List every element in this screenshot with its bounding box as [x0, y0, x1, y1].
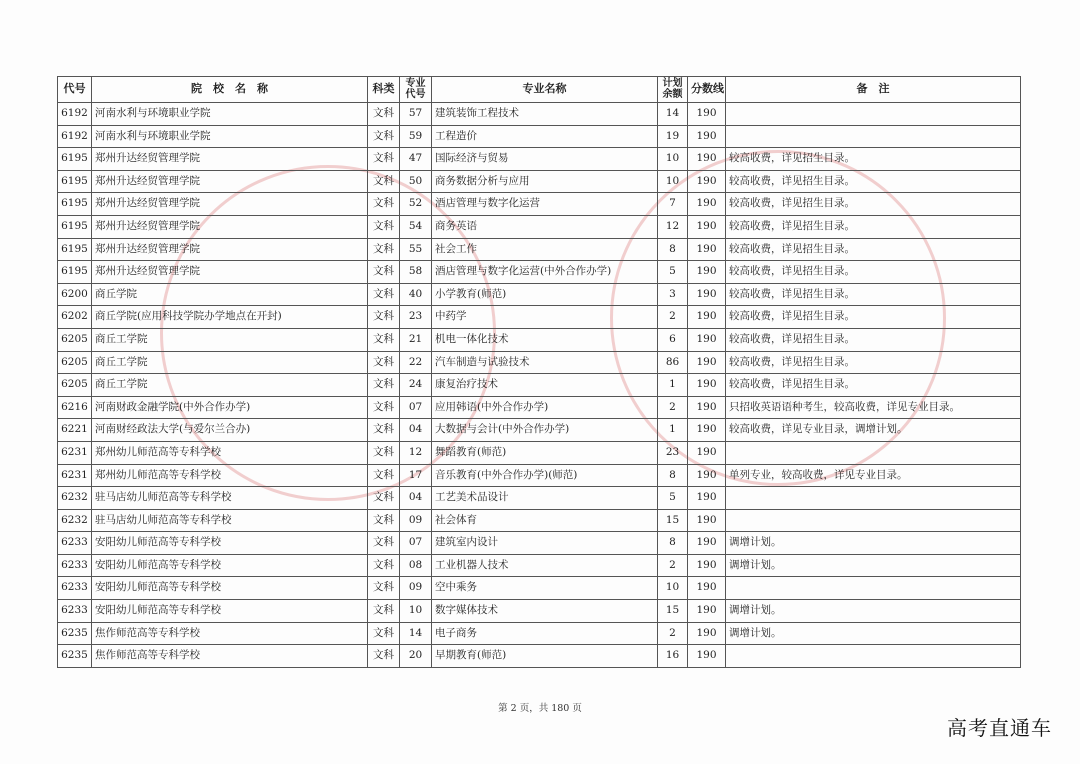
- cell-major: 音乐教育(中外合作办学)(师范): [432, 464, 658, 487]
- header-category: 科类: [368, 77, 400, 103]
- cell-major-code: 50: [400, 170, 432, 193]
- cell-remark: 较高收费，详见招生目录。: [726, 328, 1021, 351]
- cell-remaining: 8: [658, 532, 688, 555]
- cell-remaining: 15: [658, 509, 688, 532]
- cell-score: 190: [688, 306, 726, 329]
- cell-score: 190: [688, 532, 726, 555]
- cell-score: 190: [688, 215, 726, 238]
- cell-remark: 只招收英语语种考生，较高收费，详见专业目录。: [726, 396, 1021, 419]
- cell-major-code: 10: [400, 600, 432, 623]
- header-school: 院 校 名 称: [92, 77, 368, 103]
- cell-major-code: 04: [400, 419, 432, 442]
- cell-remark: 较高收费，详见招生目录。: [726, 170, 1021, 193]
- cell-major: 数字媒体技术: [432, 600, 658, 623]
- cell-score: 190: [688, 441, 726, 464]
- cell-school: 焦作师范高等专科学校: [92, 645, 368, 668]
- cell-remaining: 14: [658, 103, 688, 126]
- cell-major: 机电一体化技术: [432, 328, 658, 351]
- cell-school: 郑州升达经贸管理学院: [92, 261, 368, 284]
- table-row: [58, 283, 1021, 306]
- cell-school: 安阳幼儿师范高等专科学校: [92, 600, 368, 623]
- cell-remark: 较高收费，详见招生目录。: [726, 351, 1021, 374]
- cell-major-code: 59: [400, 125, 432, 148]
- table-row: [58, 509, 1021, 532]
- cell-major-code: 47: [400, 148, 432, 171]
- cell-major: 中药学: [432, 306, 658, 329]
- cell-remark: [726, 103, 1021, 126]
- cell-remark: [726, 125, 1021, 148]
- table-row: [58, 193, 1021, 216]
- brand-watermark: 高考直通车: [947, 716, 1052, 740]
- table-row: [58, 103, 1021, 126]
- cell-score: 190: [688, 487, 726, 510]
- cell-score: 190: [688, 622, 726, 645]
- cell-school: 商丘工学院: [92, 351, 368, 374]
- cell-remark: [726, 509, 1021, 532]
- header-remaining: 计划 余额: [658, 77, 688, 103]
- cell-remark: 较高收费，详见招生目录。: [726, 148, 1021, 171]
- cell-remark: 较高收费，详见招生目录。: [726, 193, 1021, 216]
- cell-major-code: 09: [400, 577, 432, 600]
- cell-remaining: 10: [658, 148, 688, 171]
- cell-remaining: 2: [658, 554, 688, 577]
- table-row: [58, 125, 1021, 148]
- cell-remaining: 10: [658, 170, 688, 193]
- cell-category: 文科: [368, 487, 400, 510]
- cell-category: 文科: [368, 215, 400, 238]
- cell-major-code: 40: [400, 283, 432, 306]
- cell-category: 文科: [368, 464, 400, 487]
- cell-remaining: 23: [658, 441, 688, 464]
- cell-score: 190: [688, 600, 726, 623]
- cell-major-code: 04: [400, 487, 432, 510]
- cell-code: 6195: [58, 170, 92, 193]
- cell-category: 文科: [368, 261, 400, 284]
- cell-major-code: 08: [400, 554, 432, 577]
- cell-code: 6235: [58, 622, 92, 645]
- cell-major: 舞蹈教育(师范): [432, 441, 658, 464]
- cell-category: 文科: [368, 125, 400, 148]
- cell-school: 郑州升达经贸管理学院: [92, 238, 368, 261]
- cell-remark: 较高收费，详见招生目录。: [726, 238, 1021, 261]
- cell-category: 文科: [368, 577, 400, 600]
- table-row: [58, 148, 1021, 171]
- table-row: [58, 351, 1021, 374]
- cell-category: 文科: [368, 554, 400, 577]
- cell-major: 商务英语: [432, 215, 658, 238]
- cell-remark: 较高收费，详见招生目录。: [726, 283, 1021, 306]
- cell-code: 6200: [58, 283, 92, 306]
- cell-category: 文科: [368, 238, 400, 261]
- cell-major: 大数据与会计(中外合作办学): [432, 419, 658, 442]
- cell-category: 文科: [368, 306, 400, 329]
- page-number: 第 2 页，共 180 页: [498, 703, 582, 714]
- cell-remaining: 15: [658, 600, 688, 623]
- cell-remark: 调增计划。: [726, 532, 1021, 555]
- cell-remaining: 5: [658, 261, 688, 284]
- cell-category: 文科: [368, 283, 400, 306]
- cell-school: 安阳幼儿师范高等专科学校: [92, 532, 368, 555]
- cell-score: 190: [688, 238, 726, 261]
- cell-category: 文科: [368, 509, 400, 532]
- table-header-row: [58, 77, 1021, 103]
- cell-remaining: 3: [658, 283, 688, 306]
- cell-code: 6195: [58, 238, 92, 261]
- cell-score: 190: [688, 148, 726, 171]
- cell-major-code: 58: [400, 261, 432, 284]
- cell-remaining: 6: [658, 328, 688, 351]
- cell-category: 文科: [368, 600, 400, 623]
- cell-major: 小学教育(师范): [432, 283, 658, 306]
- cell-remaining: 16: [658, 645, 688, 668]
- cell-score: 190: [688, 351, 726, 374]
- cell-category: 文科: [368, 532, 400, 555]
- cell-major: 工艺美术品设计: [432, 487, 658, 510]
- table-row: [58, 622, 1021, 645]
- cell-remark: 调增计划。: [726, 554, 1021, 577]
- cell-code: 6195: [58, 193, 92, 216]
- table-row: [58, 215, 1021, 238]
- cell-code: 6195: [58, 261, 92, 284]
- cell-score: 190: [688, 193, 726, 216]
- cell-school: 安阳幼儿师范高等专科学校: [92, 577, 368, 600]
- cell-school: 河南财政金融学院(中外合作办学): [92, 396, 368, 419]
- header-score: 分数线: [688, 77, 726, 103]
- cell-score: 190: [688, 554, 726, 577]
- cell-score: 190: [688, 419, 726, 442]
- cell-remark: 调增计划。: [726, 622, 1021, 645]
- cell-score: 190: [688, 125, 726, 148]
- cell-school: 郑州升达经贸管理学院: [92, 215, 368, 238]
- cell-school: 焦作师范高等专科学校: [92, 622, 368, 645]
- table-body: [58, 103, 1021, 668]
- cell-category: 文科: [368, 374, 400, 397]
- header-major-code: 专业 代号: [400, 77, 432, 103]
- cell-remaining: 7: [658, 193, 688, 216]
- cell-category: 文科: [368, 170, 400, 193]
- cell-major: 社会工作: [432, 238, 658, 261]
- cell-major-code: 54: [400, 215, 432, 238]
- cell-code: 6195: [58, 215, 92, 238]
- cell-school: 郑州升达经贸管理学院: [92, 148, 368, 171]
- cell-major: 电子商务: [432, 622, 658, 645]
- cell-major: 建筑室内设计: [432, 532, 658, 555]
- cell-code: 6233: [58, 600, 92, 623]
- cell-remaining: 5: [658, 487, 688, 510]
- table-row: [58, 532, 1021, 555]
- cell-school: 驻马店幼儿师范高等专科学校: [92, 487, 368, 510]
- cell-category: 文科: [368, 351, 400, 374]
- cell-remaining: 86: [658, 351, 688, 374]
- cell-score: 190: [688, 283, 726, 306]
- cell-major: 酒店管理与数字化运营(中外合作办学): [432, 261, 658, 284]
- cell-score: 190: [688, 509, 726, 532]
- table-row: [58, 645, 1021, 668]
- cell-remaining: 2: [658, 306, 688, 329]
- cell-major: 空中乘务: [432, 577, 658, 600]
- cell-major: 商务数据分析与应用: [432, 170, 658, 193]
- cell-category: 文科: [368, 441, 400, 464]
- cell-score: 190: [688, 577, 726, 600]
- cell-category: 文科: [368, 328, 400, 351]
- cell-category: 文科: [368, 193, 400, 216]
- cell-school: 商丘学院: [92, 283, 368, 306]
- table-row: [58, 464, 1021, 487]
- cell-code: 6192: [58, 125, 92, 148]
- cell-remark: 单列专业，较高收费，详见专业目录。: [726, 464, 1021, 487]
- cell-major-code: 21: [400, 328, 432, 351]
- cell-major-code: 14: [400, 622, 432, 645]
- cell-code: 6235: [58, 645, 92, 668]
- cell-major-code: 55: [400, 238, 432, 261]
- cell-category: 文科: [368, 396, 400, 419]
- cell-school: 郑州升达经贸管理学院: [92, 193, 368, 216]
- cell-major: 汽车制造与试验技术: [432, 351, 658, 374]
- cell-major-code: 07: [400, 532, 432, 555]
- cell-major: 早期教育(师范): [432, 645, 658, 668]
- cell-remaining: 1: [658, 374, 688, 397]
- table-row: [58, 396, 1021, 419]
- cell-major-code: 57: [400, 103, 432, 126]
- cell-code: 6221: [58, 419, 92, 442]
- cell-category: 文科: [368, 103, 400, 126]
- cell-category: 文科: [368, 622, 400, 645]
- cell-school: 河南水利与环境职业学院: [92, 125, 368, 148]
- cell-school: 安阳幼儿师范高等专科学校: [92, 554, 368, 577]
- cell-major-code: 52: [400, 193, 432, 216]
- cell-school: 郑州幼儿师范高等专科学校: [92, 464, 368, 487]
- cell-score: 190: [688, 396, 726, 419]
- table-row: [58, 306, 1021, 329]
- cell-score: 190: [688, 103, 726, 126]
- cell-score: 190: [688, 170, 726, 193]
- table-row: [58, 577, 1021, 600]
- cell-major: 国际经济与贸易: [432, 148, 658, 171]
- cell-remark: 较高收费，详见招生目录。: [726, 306, 1021, 329]
- cell-score: 190: [688, 261, 726, 284]
- cell-remaining: 8: [658, 464, 688, 487]
- cell-remaining: 12: [658, 215, 688, 238]
- cell-code: 6231: [58, 441, 92, 464]
- cell-remark: 较高收费，详见招生目录。: [726, 261, 1021, 284]
- cell-code: 6205: [58, 351, 92, 374]
- table-row: [58, 238, 1021, 261]
- cell-code: 6233: [58, 577, 92, 600]
- cell-code: 6205: [58, 328, 92, 351]
- cell-score: 190: [688, 328, 726, 351]
- admission-plan-table: [57, 76, 1021, 668]
- cell-major-code: 12: [400, 441, 432, 464]
- cell-category: 文科: [368, 645, 400, 668]
- header-major-name: 专业名称: [432, 77, 658, 103]
- cell-code: 6216: [58, 396, 92, 419]
- cell-major-code: 22: [400, 351, 432, 374]
- cell-major: 应用韩语(中外合作办学): [432, 396, 658, 419]
- header-remark: 备 注: [726, 77, 1021, 103]
- cell-remaining: 19: [658, 125, 688, 148]
- cell-code: 6192: [58, 103, 92, 126]
- cell-code: 6232: [58, 487, 92, 510]
- cell-major-code: 20: [400, 645, 432, 668]
- table-row: [58, 170, 1021, 193]
- cell-remark: 较高收费，详见招生目录。: [726, 374, 1021, 397]
- cell-code: 6205: [58, 374, 92, 397]
- table-row: [58, 328, 1021, 351]
- cell-remark: 调增计划。: [726, 600, 1021, 623]
- cell-major: 建筑装饰工程技术: [432, 103, 658, 126]
- cell-school: 商丘工学院: [92, 374, 368, 397]
- cell-major: 酒店管理与数字化运营: [432, 193, 658, 216]
- cell-major: 社会体育: [432, 509, 658, 532]
- cell-remark: 较高收费，详见专业目录，调增计划。: [726, 419, 1021, 442]
- cell-remark: [726, 487, 1021, 510]
- cell-code: 6202: [58, 306, 92, 329]
- table-row: [58, 419, 1021, 442]
- cell-major-code: 09: [400, 509, 432, 532]
- cell-school: 河南水利与环境职业学院: [92, 103, 368, 126]
- cell-code: 6195: [58, 148, 92, 171]
- cell-score: 190: [688, 464, 726, 487]
- cell-remark: [726, 577, 1021, 600]
- header-code: 代号: [58, 77, 92, 103]
- cell-school: 河南财经政法大学(与爱尔兰合办): [92, 419, 368, 442]
- cell-school: 商丘学院(应用科技学院办学地点在开封): [92, 306, 368, 329]
- cell-remaining: 1: [658, 419, 688, 442]
- cell-school: 商丘工学院: [92, 328, 368, 351]
- cell-score: 190: [688, 374, 726, 397]
- cell-code: 6231: [58, 464, 92, 487]
- cell-major: 工业机器人技术: [432, 554, 658, 577]
- cell-category: 文科: [368, 148, 400, 171]
- table-row: [58, 261, 1021, 284]
- table-row: [58, 487, 1021, 510]
- cell-school: 驻马店幼儿师范高等专科学校: [92, 509, 368, 532]
- cell-code: 6232: [58, 509, 92, 532]
- cell-major: 康复治疗技术: [432, 374, 658, 397]
- table-row: [58, 441, 1021, 464]
- cell-code: 6233: [58, 532, 92, 555]
- cell-remaining: 10: [658, 577, 688, 600]
- cell-school: 郑州升达经贸管理学院: [92, 170, 368, 193]
- cell-score: 190: [688, 645, 726, 668]
- cell-major-code: 17: [400, 464, 432, 487]
- cell-major-code: 23: [400, 306, 432, 329]
- cell-category: 文科: [368, 419, 400, 442]
- cell-major: 工程造价: [432, 125, 658, 148]
- table-row: [58, 374, 1021, 397]
- cell-major-code: 07: [400, 396, 432, 419]
- table-row: [58, 554, 1021, 577]
- cell-major-code: 24: [400, 374, 432, 397]
- cell-remark: 较高收费，详见招生目录。: [726, 215, 1021, 238]
- cell-remaining: 2: [658, 622, 688, 645]
- cell-school: 郑州幼儿师范高等专科学校: [92, 441, 368, 464]
- table-row: [58, 600, 1021, 623]
- cell-remark: [726, 645, 1021, 668]
- cell-code: 6233: [58, 554, 92, 577]
- cell-remaining: 8: [658, 238, 688, 261]
- cell-remaining: 2: [658, 396, 688, 419]
- cell-remark: [726, 441, 1021, 464]
